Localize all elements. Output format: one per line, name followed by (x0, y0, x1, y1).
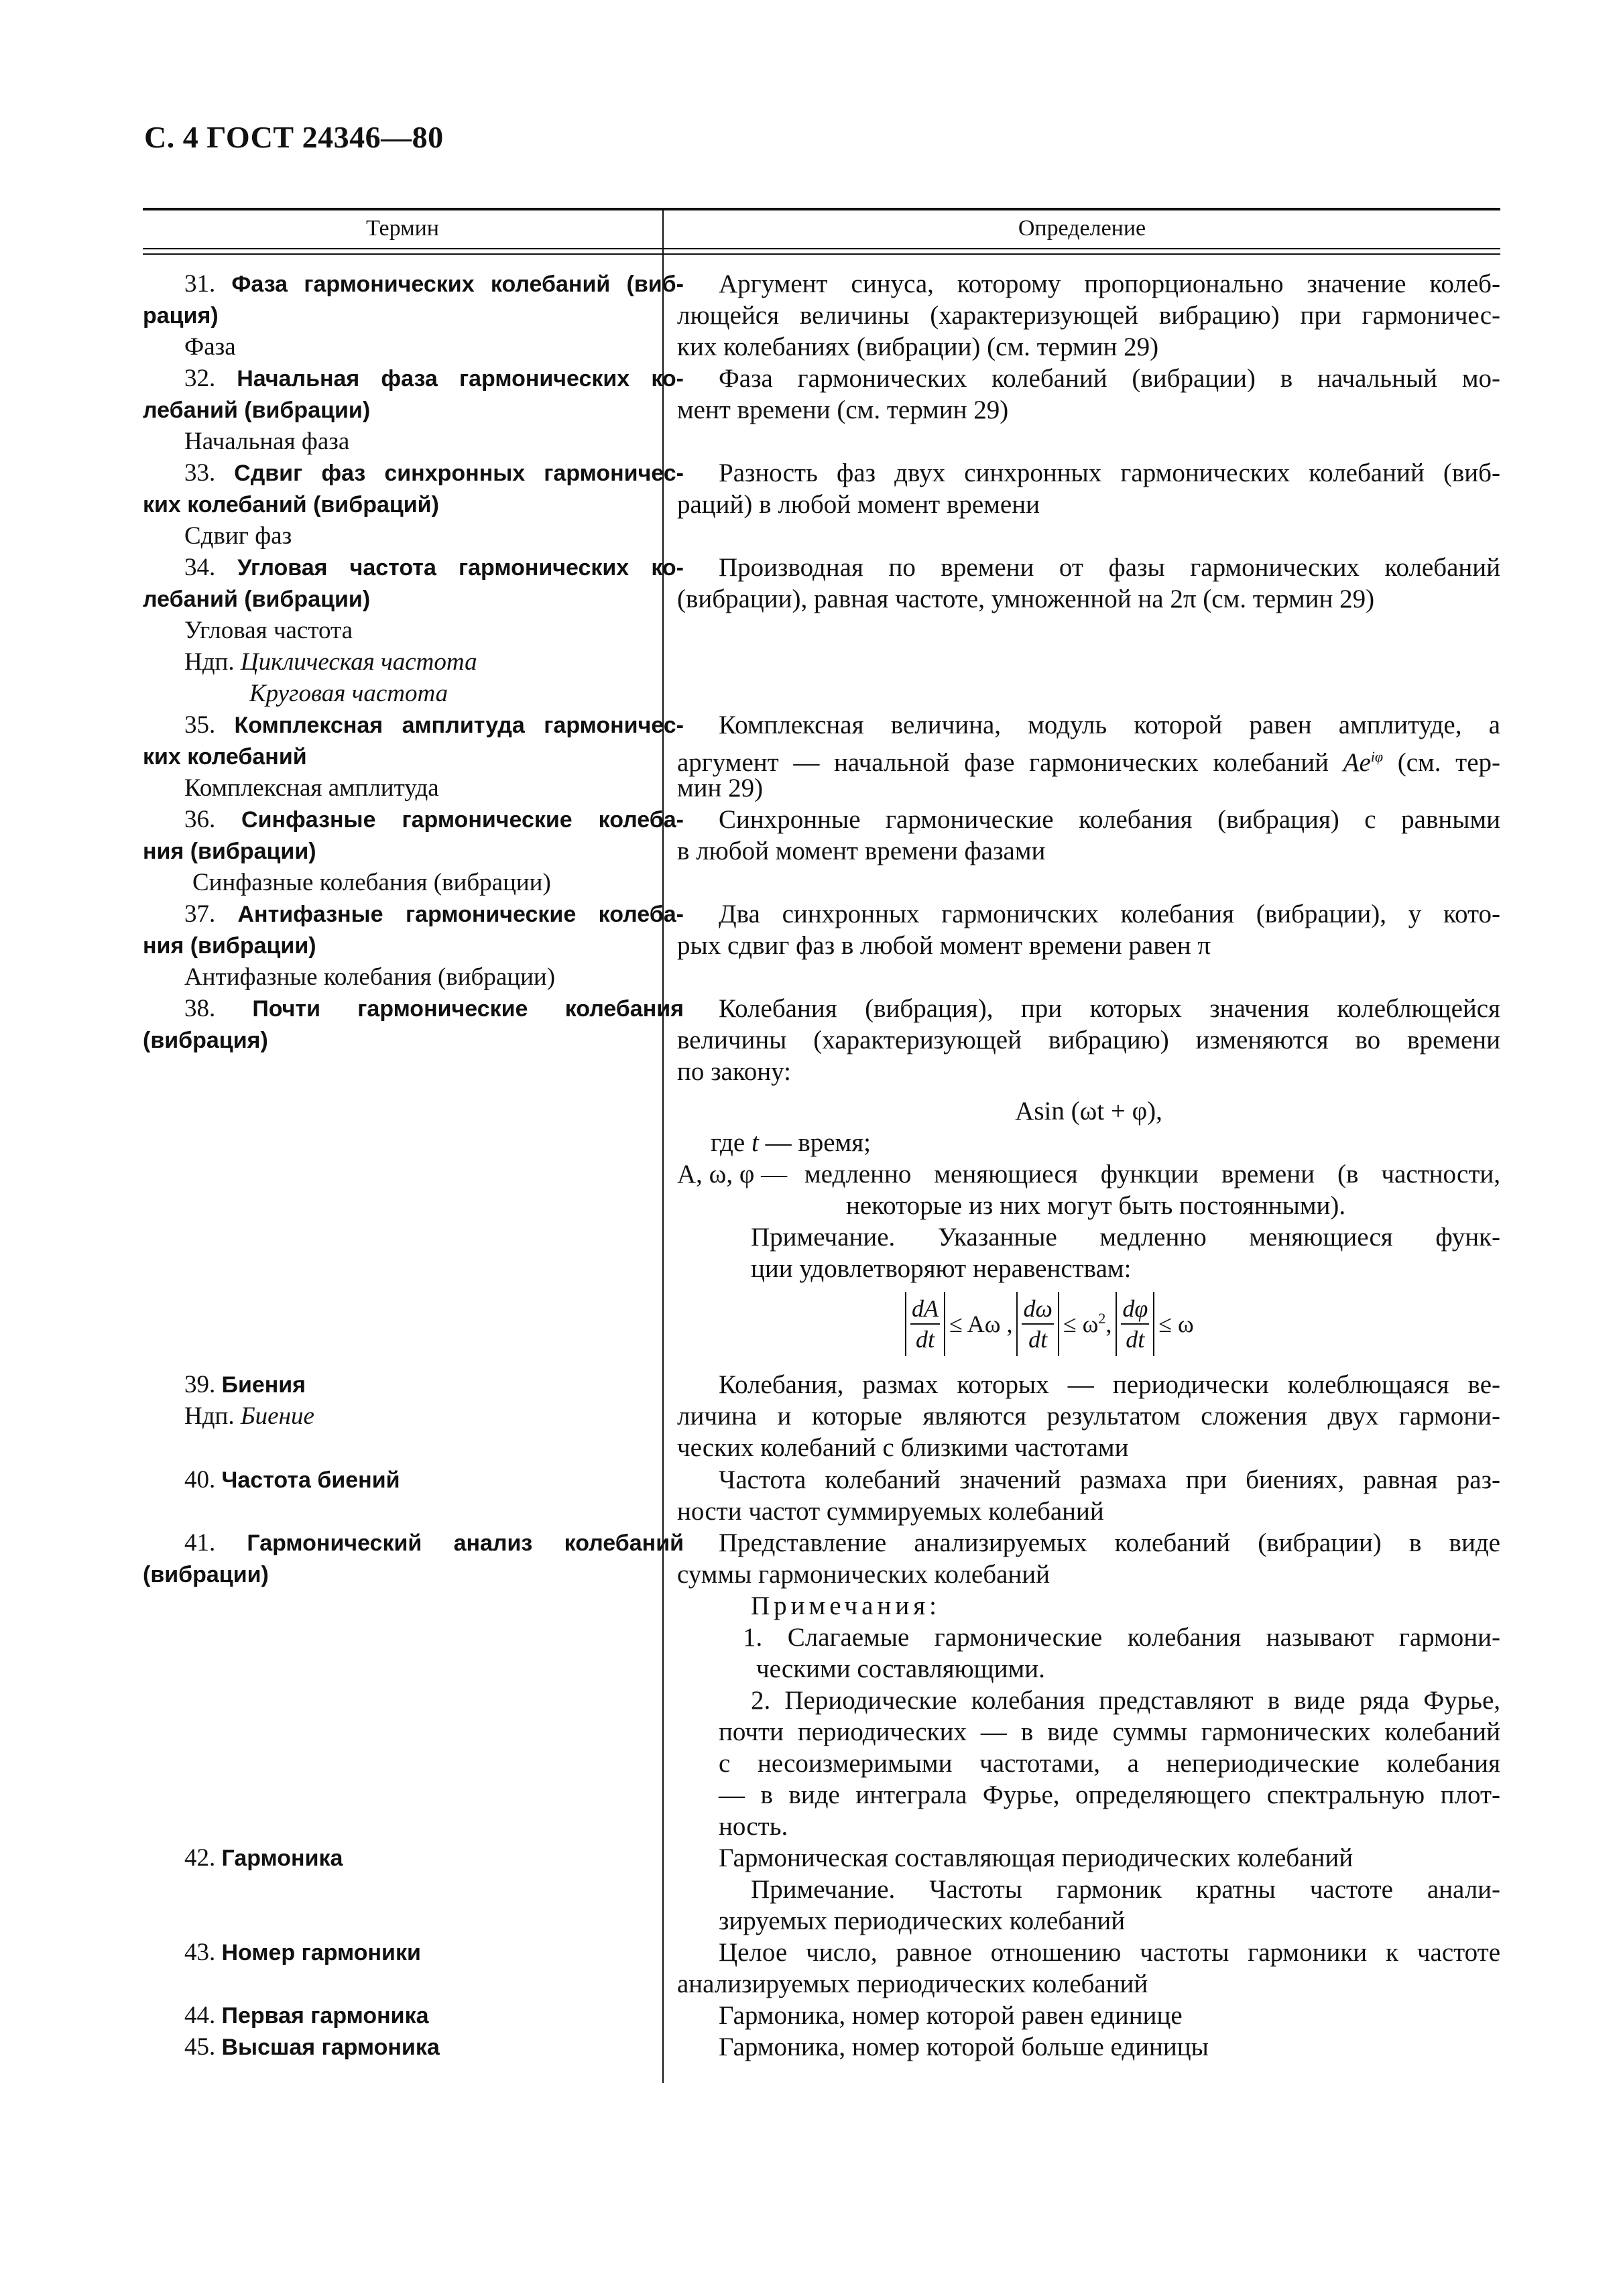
def-41-note1-line2: ческими составляющими. (756, 1654, 1045, 1683)
def-32-line1: Фаза гармонических колебаний (вибрации) в начальный мо- (719, 364, 1500, 393)
def-41-note2-line1: 2. Периодические колебания представляют в виде ряда Фурье, (751, 1686, 1500, 1715)
def-41-note2-line2: почти периодических — в виде суммы гармонических колебаний (719, 1717, 1500, 1746)
def-32-line2: мент времени (см. термин 29) (677, 396, 1009, 424)
abs-da-dt: $\frac{dA}{dt}$ (905, 1292, 945, 1356)
term-43-line1: 43. Номер гармоники (184, 1939, 421, 1966)
def-38-line1: Колебания (вибрация), при которых значения колеблющейся (719, 994, 1500, 1023)
term-32-line2: лебаний (вибрации) (143, 398, 371, 423)
def-41-line1: Представление анализируемых колебаний (вибрации) в виде (719, 1528, 1500, 1557)
def-39-line2: личина и которые являются результатом сложения двух гармони- (677, 1402, 1500, 1431)
def-35-line1: Комплексная величина, модуль которой равен амплитуде, а (719, 711, 1500, 739)
term-36-short: Синфазные колебания (вибрации) (192, 869, 551, 896)
term-38-line1: 38. Почти гармонические колебания (184, 995, 684, 1022)
term-34-ndp: Ндп. Циклическая частота (184, 648, 477, 676)
def-42-line1: Гармоническая составляющая периодических колебаний (719, 1844, 1354, 1872)
term-34-ndp2: Круговая частота (249, 680, 448, 707)
def-34-line2: (вибрации), равная частоте, умноженной на 2π (см. термин 29) (677, 585, 1375, 613)
def-43-line2: анализируемых периодических колебаний (677, 1970, 1148, 1998)
def-36-line1: Синхронные гармонические колебания (вибрация) с равными (719, 805, 1500, 834)
term-45-line1: 45. Высшая гармоника (184, 2033, 440, 2061)
def-35-line3: мин 29) (677, 774, 764, 802)
term-31-line2: рация) (143, 303, 219, 328)
def-38-where-a-line1: медленно меняющиеся функции времени (в частности, (804, 1160, 1500, 1189)
term-41-line2: (вибрации) (143, 1562, 269, 1587)
abs-dphi-dt: $\frac{d\varphi}{dt}$ (1116, 1292, 1154, 1356)
term-35-short: Комплексная амплитуда (184, 774, 439, 802)
term-34-line2: лебаний (вибрации) (143, 587, 371, 612)
def-40-line1: Частота колебаний значений размаха при биениях, равная раз- (719, 1465, 1500, 1494)
def-38-formula: Asin (ωt + φ), (1015, 1097, 1162, 1126)
term-33-line2: ких колебаний (вибраций) (143, 492, 439, 518)
table-header-rule-double (143, 253, 1500, 255)
page-header: С. 4 ГОСТ 24346—80 (144, 120, 444, 154)
term-41-line1: 41. Гармонический анализ колебаний (184, 1529, 684, 1557)
def-38-note-line1: Примечание. Указанные медленно меняющиеся функ- (751, 1223, 1500, 1252)
def-41-note1-line1: 1. Слагаемые гармонические колебания называют гармони- (743, 1623, 1500, 1652)
term-36-line1: 36. Синфазные гармонические колеба- (184, 806, 684, 833)
def-35-line2: аргумент — начальной фазе гармонических колебаний $Ae^{i\varphi}$ (см. тер- (677, 748, 1500, 777)
def-31-line1: Аргумент синуса, которому пропорционально значение колеб- (719, 269, 1500, 298)
def-39-line1: Колебания, размах которых — периодически колеблющаяся ве- (719, 1370, 1500, 1399)
def-41-note2-line4: — в виде интеграла Фурье, определяющего спектральную плот- (719, 1780, 1500, 1809)
def-31-line2: лющейся величины (характеризующей вибрацию) при гармоничес- (677, 301, 1500, 330)
column-header-term: Термин (366, 216, 439, 241)
column-header-definition: Определение (1018, 216, 1146, 241)
def-41-notes-title: Примечания: (751, 1591, 941, 1620)
term-39-line1: 39. Биения (184, 1371, 306, 1398)
term-33-line1: 33. Сдвиг фаз синхронных гармоничес- (184, 459, 684, 487)
term-44-line1: 44. Первая гармоника (184, 2002, 429, 2029)
def-31-line3: ких колебаниях (вибрации) (см. термин 29) (677, 333, 1159, 361)
term-31-line1: 31. Фаза гармонических колебаний (виб- (184, 270, 684, 298)
term-38-line2: (вибрация) (143, 1028, 268, 1053)
def-42-note-line2: зируемых периодических колебаний (719, 1907, 1126, 1935)
abs-dw-dt: $\frac{d\omega}{dt}$ (1016, 1292, 1059, 1356)
term-34-line1: 34. Угловая частота гармонических ко- (184, 554, 684, 581)
term-37-short: Антифазные колебания (вибрации) (184, 963, 556, 991)
def-37-line1: Два синхронных гармоничских колебания (вибрации), у кото- (719, 900, 1500, 928)
term-32-short: Начальная фаза (184, 428, 350, 455)
def-41-line2: суммы гармонических колебаний (677, 1560, 1050, 1589)
def-36-line2: в любой момент времени фазами (677, 837, 1046, 865)
def-38-where-a-symbols: A, ω, φ — (677, 1160, 788, 1189)
def-33-line1: Разность фаз двух синхронных гармонических колебаний (виб- (719, 459, 1500, 487)
def-38-inequalities: $\frac{dA}{dt}$ ≤ Aω , $\frac{d\omega}{dt}$ ≤ $\omega^2$, $\frac{d\varphi}{dt}$ ≤ ω (905, 1287, 1198, 1361)
term-32-line1: 32. Начальная фаза гармонических ко- (184, 365, 684, 392)
def-41-note2-line3: с несоизмеримыми частотами, а непериодические колебания (719, 1749, 1500, 1778)
term-31-short: Фаза (184, 333, 236, 361)
term-33-short: Сдвиг фаз (184, 522, 292, 550)
term-39-ndp: Ндп. Биение (184, 1402, 314, 1430)
def-33-line2: раций) в любой момент времени (677, 490, 1040, 519)
def-38-line3: по закону: (677, 1057, 791, 1086)
def-45-line1: Гармоника, номер которой больше единицы (719, 2033, 1209, 2061)
def-38-where-t: где t — время; (711, 1128, 871, 1157)
term-35-line1: 35. Комплексная амплитуда гармоничес- (184, 711, 684, 739)
term-40-line1: 40. Частота биений (184, 1466, 400, 1494)
def-43-line1: Целое число, равное отношению частоты гармоники к частоте (719, 1938, 1500, 1967)
def-38-where-a-line2: некоторые из них могут быть постоянными). (846, 1191, 1346, 1220)
table-header-rule (143, 248, 1500, 249)
term-37-line1: 37. Антифазные гармонические колеба- (184, 900, 684, 928)
term-42-line1: 42. Гармоника (184, 1844, 343, 1872)
term-37-line2: ния (вибрации) (143, 933, 316, 959)
def-41-note2-line5: ность. (719, 1812, 788, 1841)
def-44-line1: Гармоника, номер которой равен единице (719, 2001, 1183, 2030)
term-35-line2: ких колебаний (143, 744, 307, 770)
term-36-line2: ния (вибрации) (143, 839, 316, 864)
def-39-line3: ческих колебаний с близкими частотами (677, 1433, 1129, 1462)
term-34-short: Угловая частота (184, 617, 353, 644)
def-37-line2: рых сдвиг фаз в любой момент времени равен π (677, 931, 1211, 960)
def-34-line1: Производная по времени от фазы гармонических колебаний (719, 553, 1500, 582)
def-38-note-line2: ции удовлетворяют неравенствам: (751, 1254, 1132, 1283)
def-42-note-line1: Примечание. Частоты гармоник кратны частоте анали- (751, 1875, 1501, 1904)
column-divider (662, 209, 664, 2083)
def-40-line2: ности частот суммируемых колебаний (677, 1497, 1104, 1526)
def-38-line2: величины (характеризующей вибрацию) изменяются во времени (677, 1026, 1500, 1054)
